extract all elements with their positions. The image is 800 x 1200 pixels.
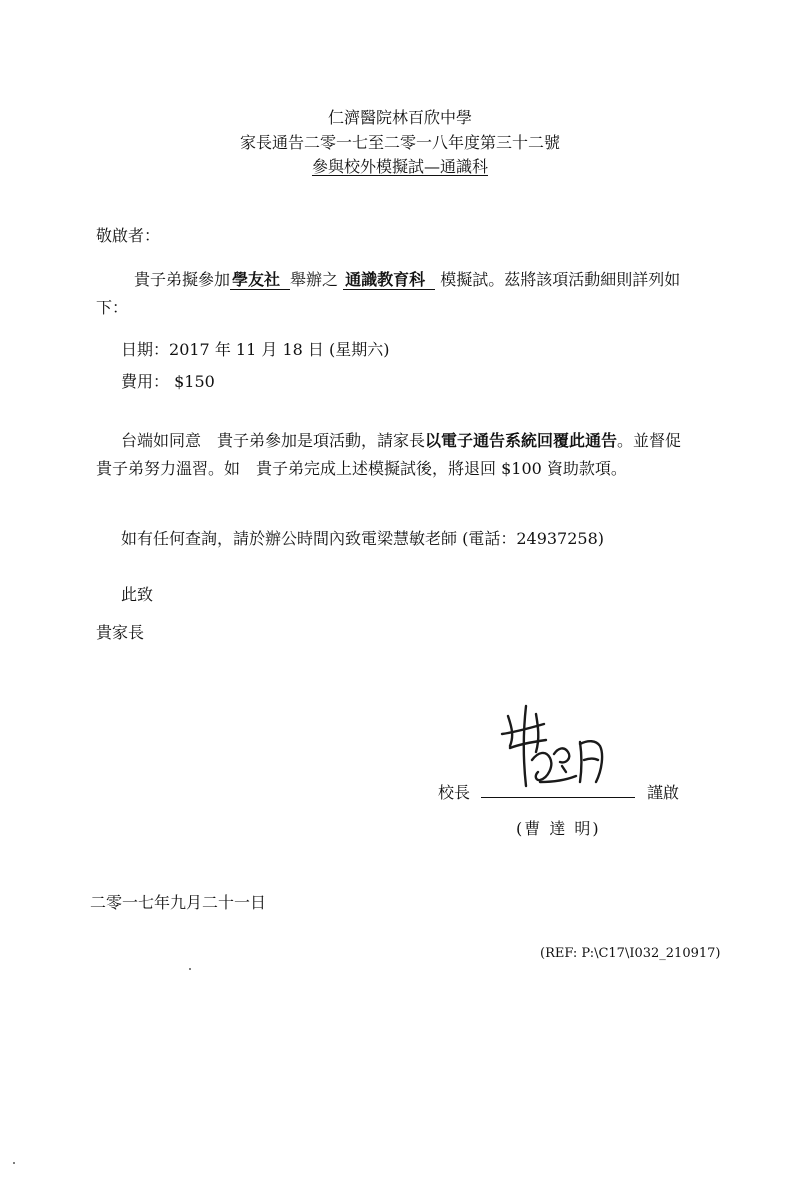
date-label: 日期：: [121, 340, 170, 359]
salutation: 敬啟者：: [96, 226, 161, 245]
school-name: 仁濟醫院林百欣中學: [327, 108, 472, 127]
enquiry-line: 如有任何查詢，請於辦公時間內致電梁慧敏老師 (電話：24937258): [121, 529, 605, 548]
notice-number: 家長通告二零一七至二零一八年度第三十二號: [239, 133, 560, 152]
organizer-field: 學友社: [230, 271, 290, 290]
instruction-paragraph: [96, 427, 696, 483]
respect-closing: 謹啟: [647, 783, 680, 802]
closing-line1: 此致: [121, 585, 154, 604]
scan-speck: [13, 1162, 15, 1164]
intro-suffix: 模擬試。茲將該項活動細則詳列如下：: [96, 270, 681, 317]
scan-speck: [189, 968, 191, 970]
handwritten-signature: [496, 702, 616, 798]
reference-code: (REF: P:\C17\I032_210917): [540, 946, 721, 961]
notice-subject-text: 參與校外模擬試—通識科: [311, 157, 488, 176]
instruction-bold: 以電子通告系統回覆此通告: [425, 431, 618, 450]
intro-organizer-suffix: 舉辦之: [290, 270, 339, 289]
fee-label: 費用：: [121, 372, 170, 391]
notice-subject: [0, 157, 800, 177]
subject-field: 通識教育科: [343, 271, 435, 290]
instruction-part2: 。並督促貴子弟努力溫習。如 貴子弟完成上述模擬試後，將退回 $100 資助款項。: [96, 431, 682, 478]
date-value: 2017 年 11 月 18 日 (星期六): [169, 340, 390, 359]
closing-line2: 貴家長: [96, 623, 145, 642]
fee-value: $150: [174, 372, 215, 391]
issue-date: 二零一七年九月二十一日: [90, 893, 267, 912]
intro-paragraph: [96, 266, 696, 322]
principal-title: 校長: [438, 783, 471, 802]
intro-prefix: 貴子弟擬參加: [134, 270, 231, 289]
principal-name: (曹 達 明): [516, 819, 601, 838]
date-row: [121, 340, 389, 360]
instruction-part1: 台端如同意 貴子弟參加是項活動，請家長: [121, 431, 426, 450]
fee-row: [121, 372, 215, 392]
